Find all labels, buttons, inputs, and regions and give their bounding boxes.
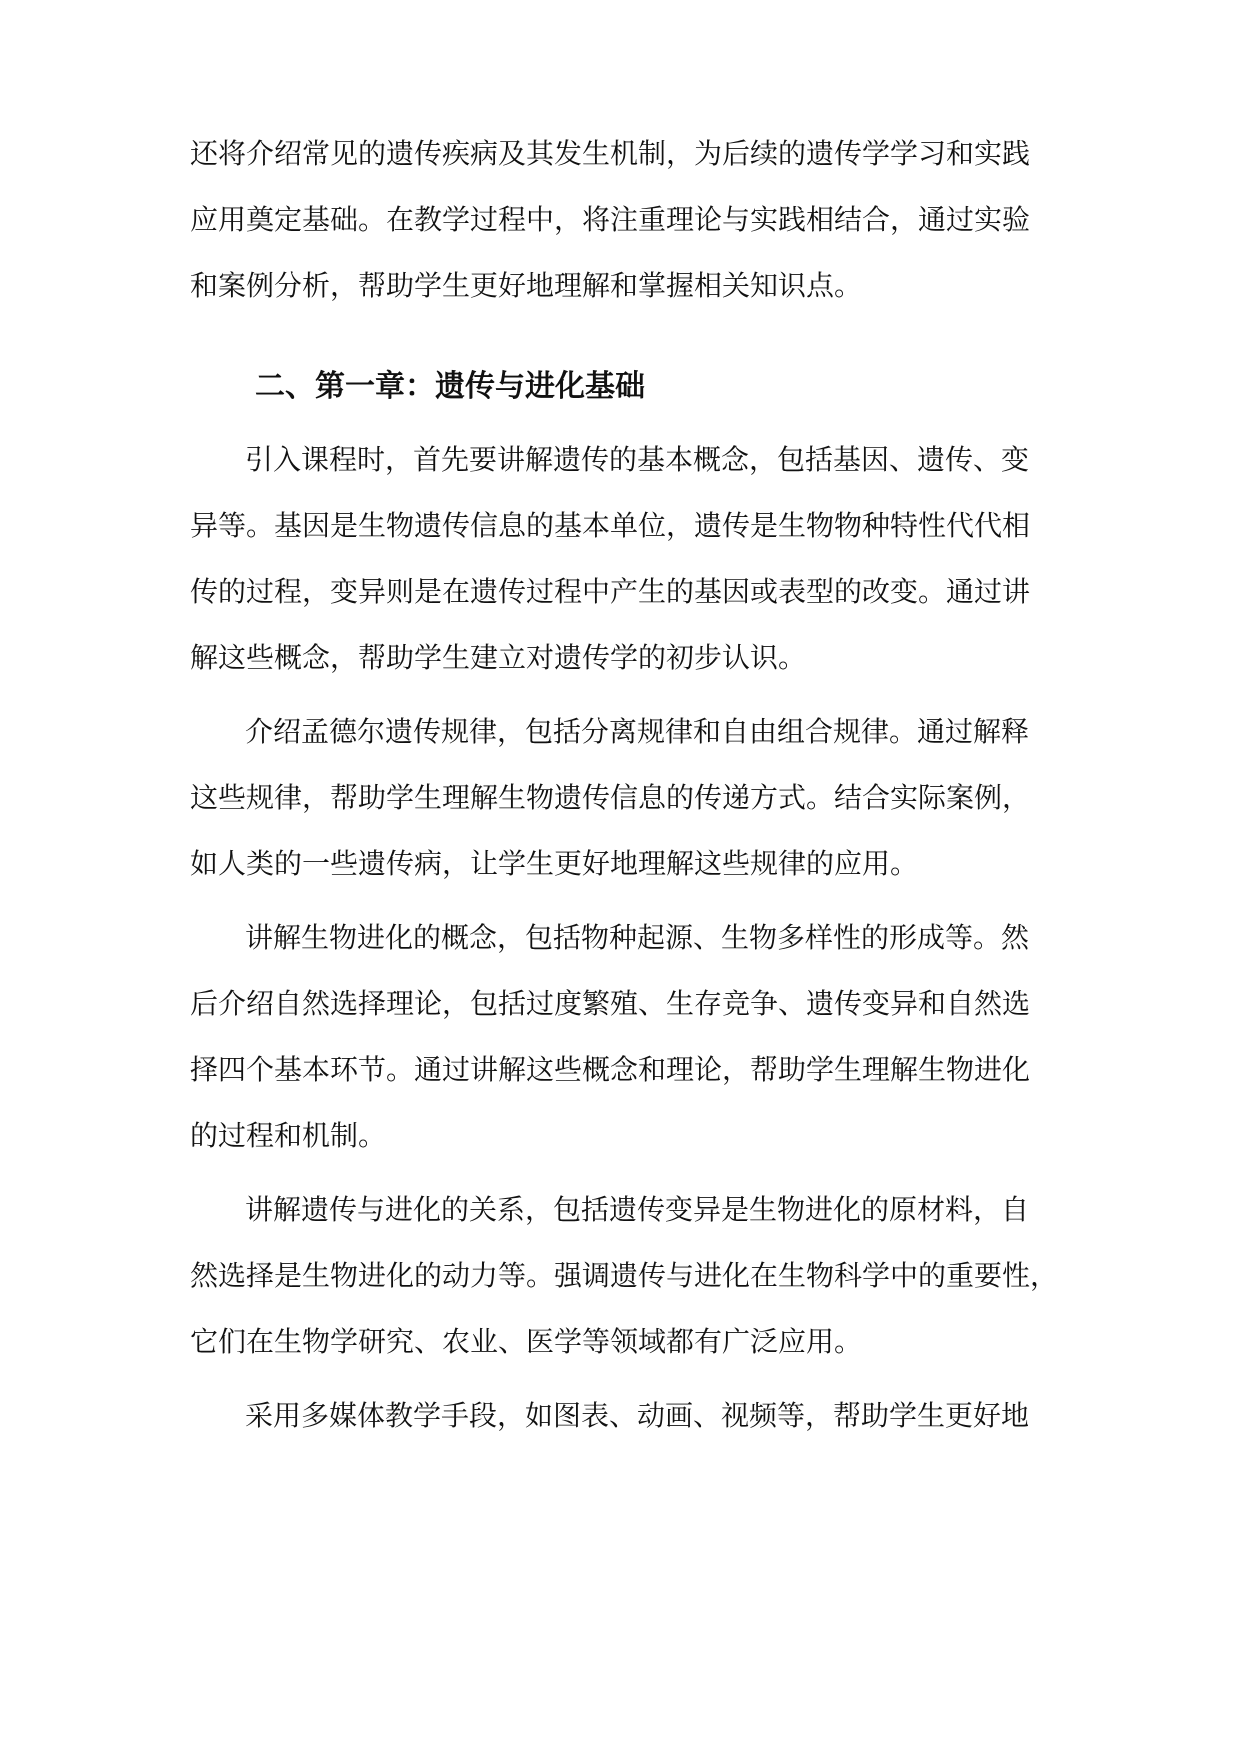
paragraph-2-line-2: 这些规律，帮助学生理解生物遗传信息的传递方式。结合实际案例， <box>190 781 1031 814</box>
intro-line-2: 应用奠定基础。在教学过程中，将注重理论与实践相结合，通过实验 <box>190 203 1031 236</box>
paragraph-3-line-4: 的过程和机制。 <box>190 1119 387 1152</box>
paragraph-3-line-2: 后介绍自然选择理论，包括过度繁殖、生存竞争、遗传变异和自然选 <box>190 987 1031 1020</box>
paragraph-3-line-3: 择四个基本环节。通过讲解这些概念和理论，帮助学生理解生物进化 <box>190 1053 1031 1086</box>
paragraph-1-line-4: 解这些概念，帮助学生建立对遗传学的初步认识。 <box>190 641 807 674</box>
paragraph-1-line-1: 引入课程时，首先要讲解遗传的基本概念，包括基因、遗传、变 <box>245 443 1030 476</box>
section-heading: 二、第一章：遗传与进化基础 <box>255 369 645 404</box>
paragraph-4-line-2: 然选择是生物进化的动力等。强调遗传与进化在生物科学中的重要性， <box>190 1259 1059 1292</box>
paragraph-4-line-3: 它们在生物学研究、农业、医学等领域都有广泛应用。 <box>190 1325 863 1358</box>
paragraph-2-line-3: 如人类的一些遗传病，让学生更好地理解这些规律的应用。 <box>190 847 919 880</box>
paragraph-1-line-3: 传的过程，变异则是在遗传过程中产生的基因或表型的改变。通过讲 <box>190 575 1031 608</box>
paragraph-4-line-1: 讲解遗传与进化的关系，包括遗传变异是生物进化的原材料，自 <box>245 1193 1030 1226</box>
intro-line-1: 还将介绍常见的遗传疾病及其发生机制，为后续的遗传学学习和实践 <box>190 137 1031 170</box>
paragraph-2-line-1: 介绍孟德尔遗传规律，包括分离规律和自由组合规律。通过解释 <box>245 715 1030 748</box>
paragraph-5-line-1: 采用多媒体教学手段，如图表、动画、视频等，帮助学生更好地 <box>245 1399 1030 1432</box>
paragraph-3-line-1: 讲解生物进化的概念，包括物种起源、生物多样性的形成等。然 <box>245 921 1030 954</box>
intro-line-3: 和案例分析，帮助学生更好地理解和掌握相关知识点。 <box>190 269 863 302</box>
paragraph-1-line-2: 异等。基因是生物遗传信息的基本单位，遗传是生物物种特性代代相 <box>190 509 1031 542</box>
